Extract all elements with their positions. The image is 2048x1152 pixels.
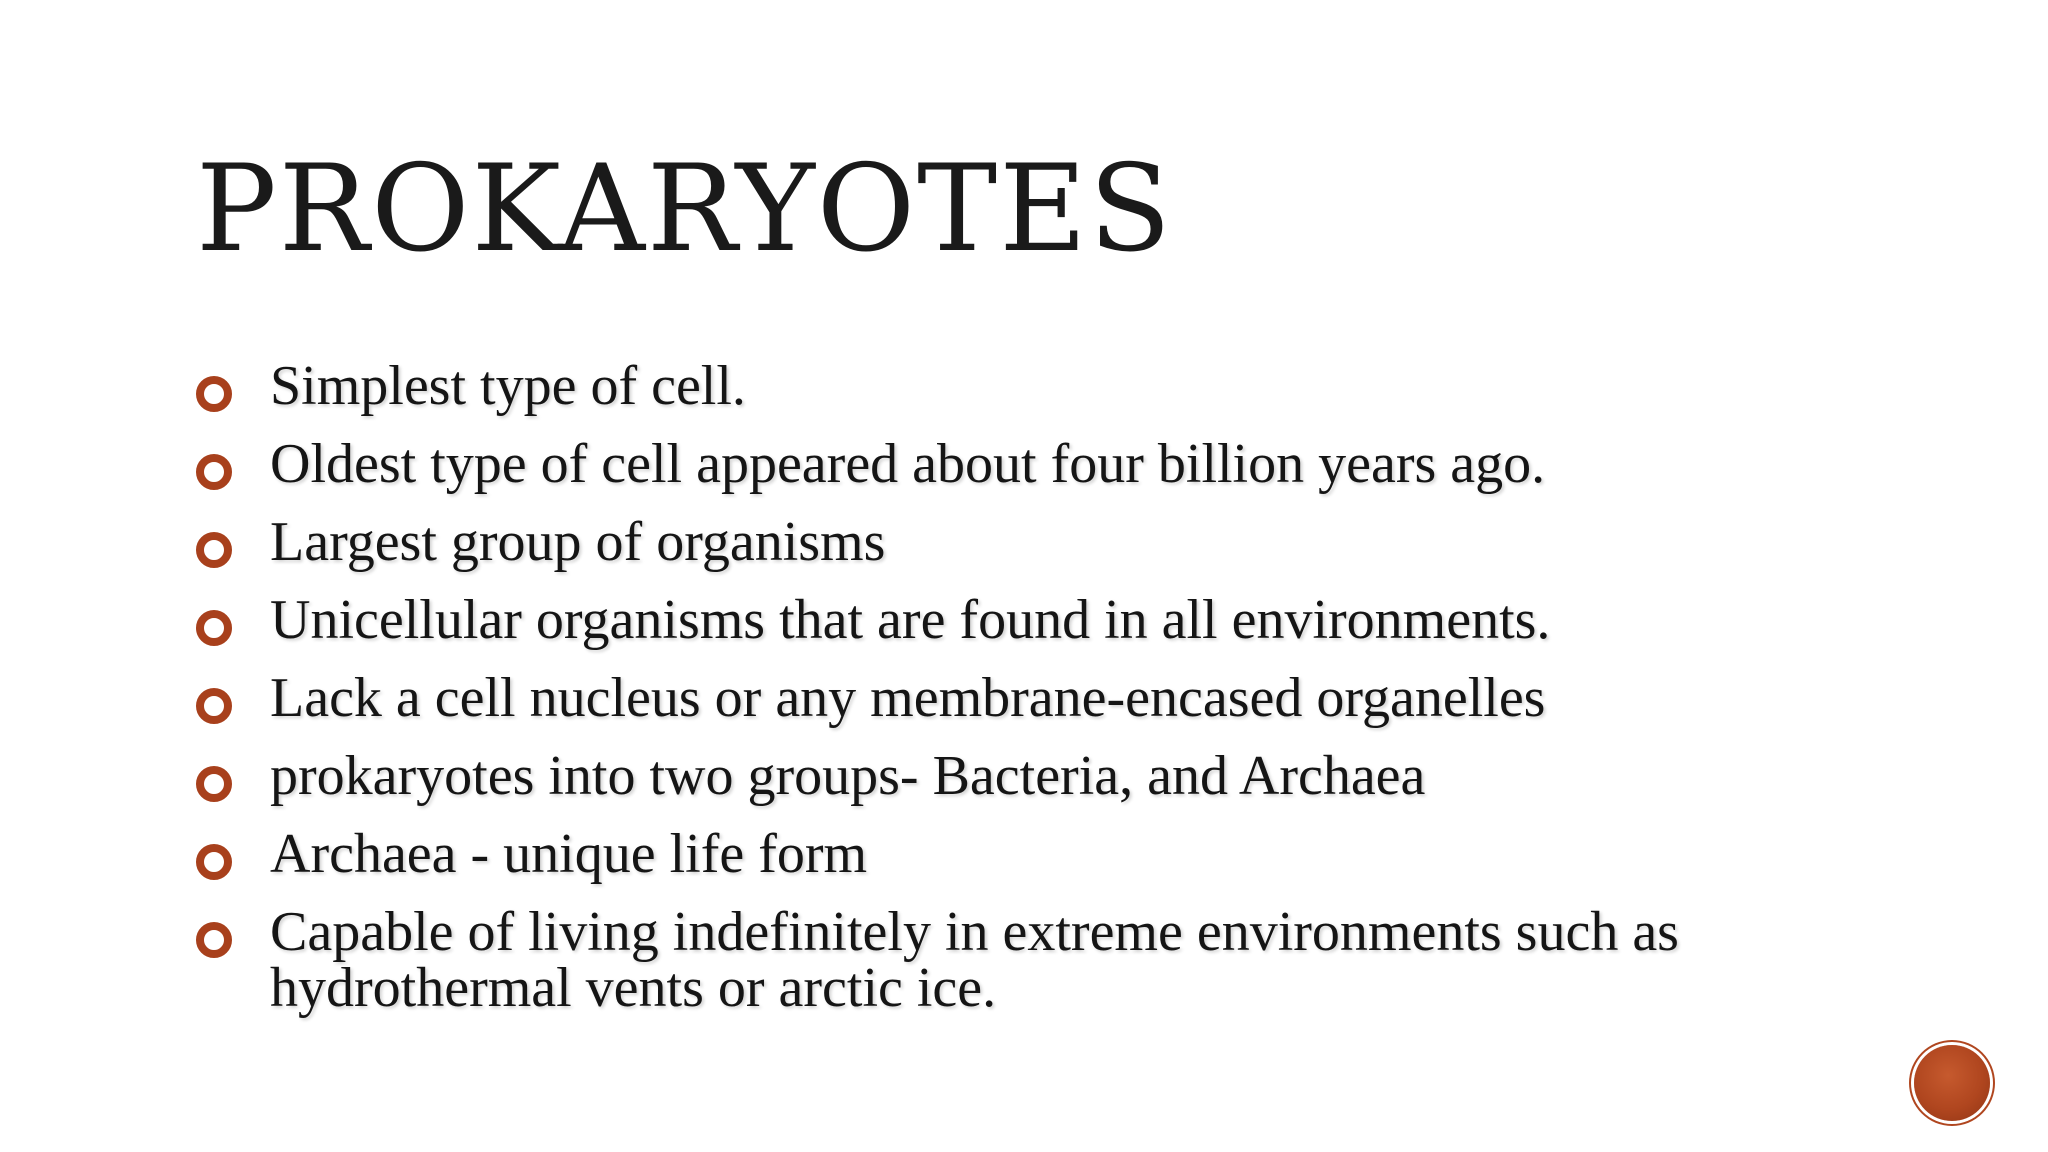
slide-title: PROKARYOTES (196, 140, 1174, 279)
circle-bullet-icon (196, 532, 232, 568)
bullet-text: Lack a cell nucleus or any membrane-encased organelles (270, 667, 1546, 729)
bullet-text: prokaryotes into two groups- Bacteria, and Archaea (270, 745, 1426, 807)
next-slide-button[interactable] (1914, 1045, 1990, 1121)
bullet-list (196, 355, 1836, 1038)
list-item (196, 355, 1836, 417)
circle-bullet-icon (196, 922, 232, 958)
bullet-text: Largest group of organisms (270, 511, 886, 573)
bullet-text: Archaea - unique life form (270, 823, 868, 885)
list-item (196, 823, 1836, 885)
circle-bullet-icon (196, 688, 232, 724)
circle-bullet-icon (196, 766, 232, 802)
circle-bullet-icon (196, 844, 232, 880)
list-item (196, 745, 1836, 807)
list-item (196, 667, 1836, 729)
bullet-text: Unicellular organisms that are found in all environments. (270, 589, 1551, 651)
list-item (196, 589, 1836, 651)
circle-bullet-icon (196, 376, 232, 412)
list-item (196, 511, 1836, 573)
bullet-text: Simplest type of cell. (270, 355, 746, 417)
list-item (196, 433, 1836, 495)
list-item (196, 901, 1836, 1019)
bullet-text: Capable of living indefinitely in extreme environments such as hydrothermal vents or arctic ice. (270, 901, 1679, 1019)
bullet-text: Oldest type of cell appeared about four billion years ago. (270, 433, 1546, 495)
circle-bullet-icon (196, 454, 232, 490)
circle-bullet-icon (196, 610, 232, 646)
